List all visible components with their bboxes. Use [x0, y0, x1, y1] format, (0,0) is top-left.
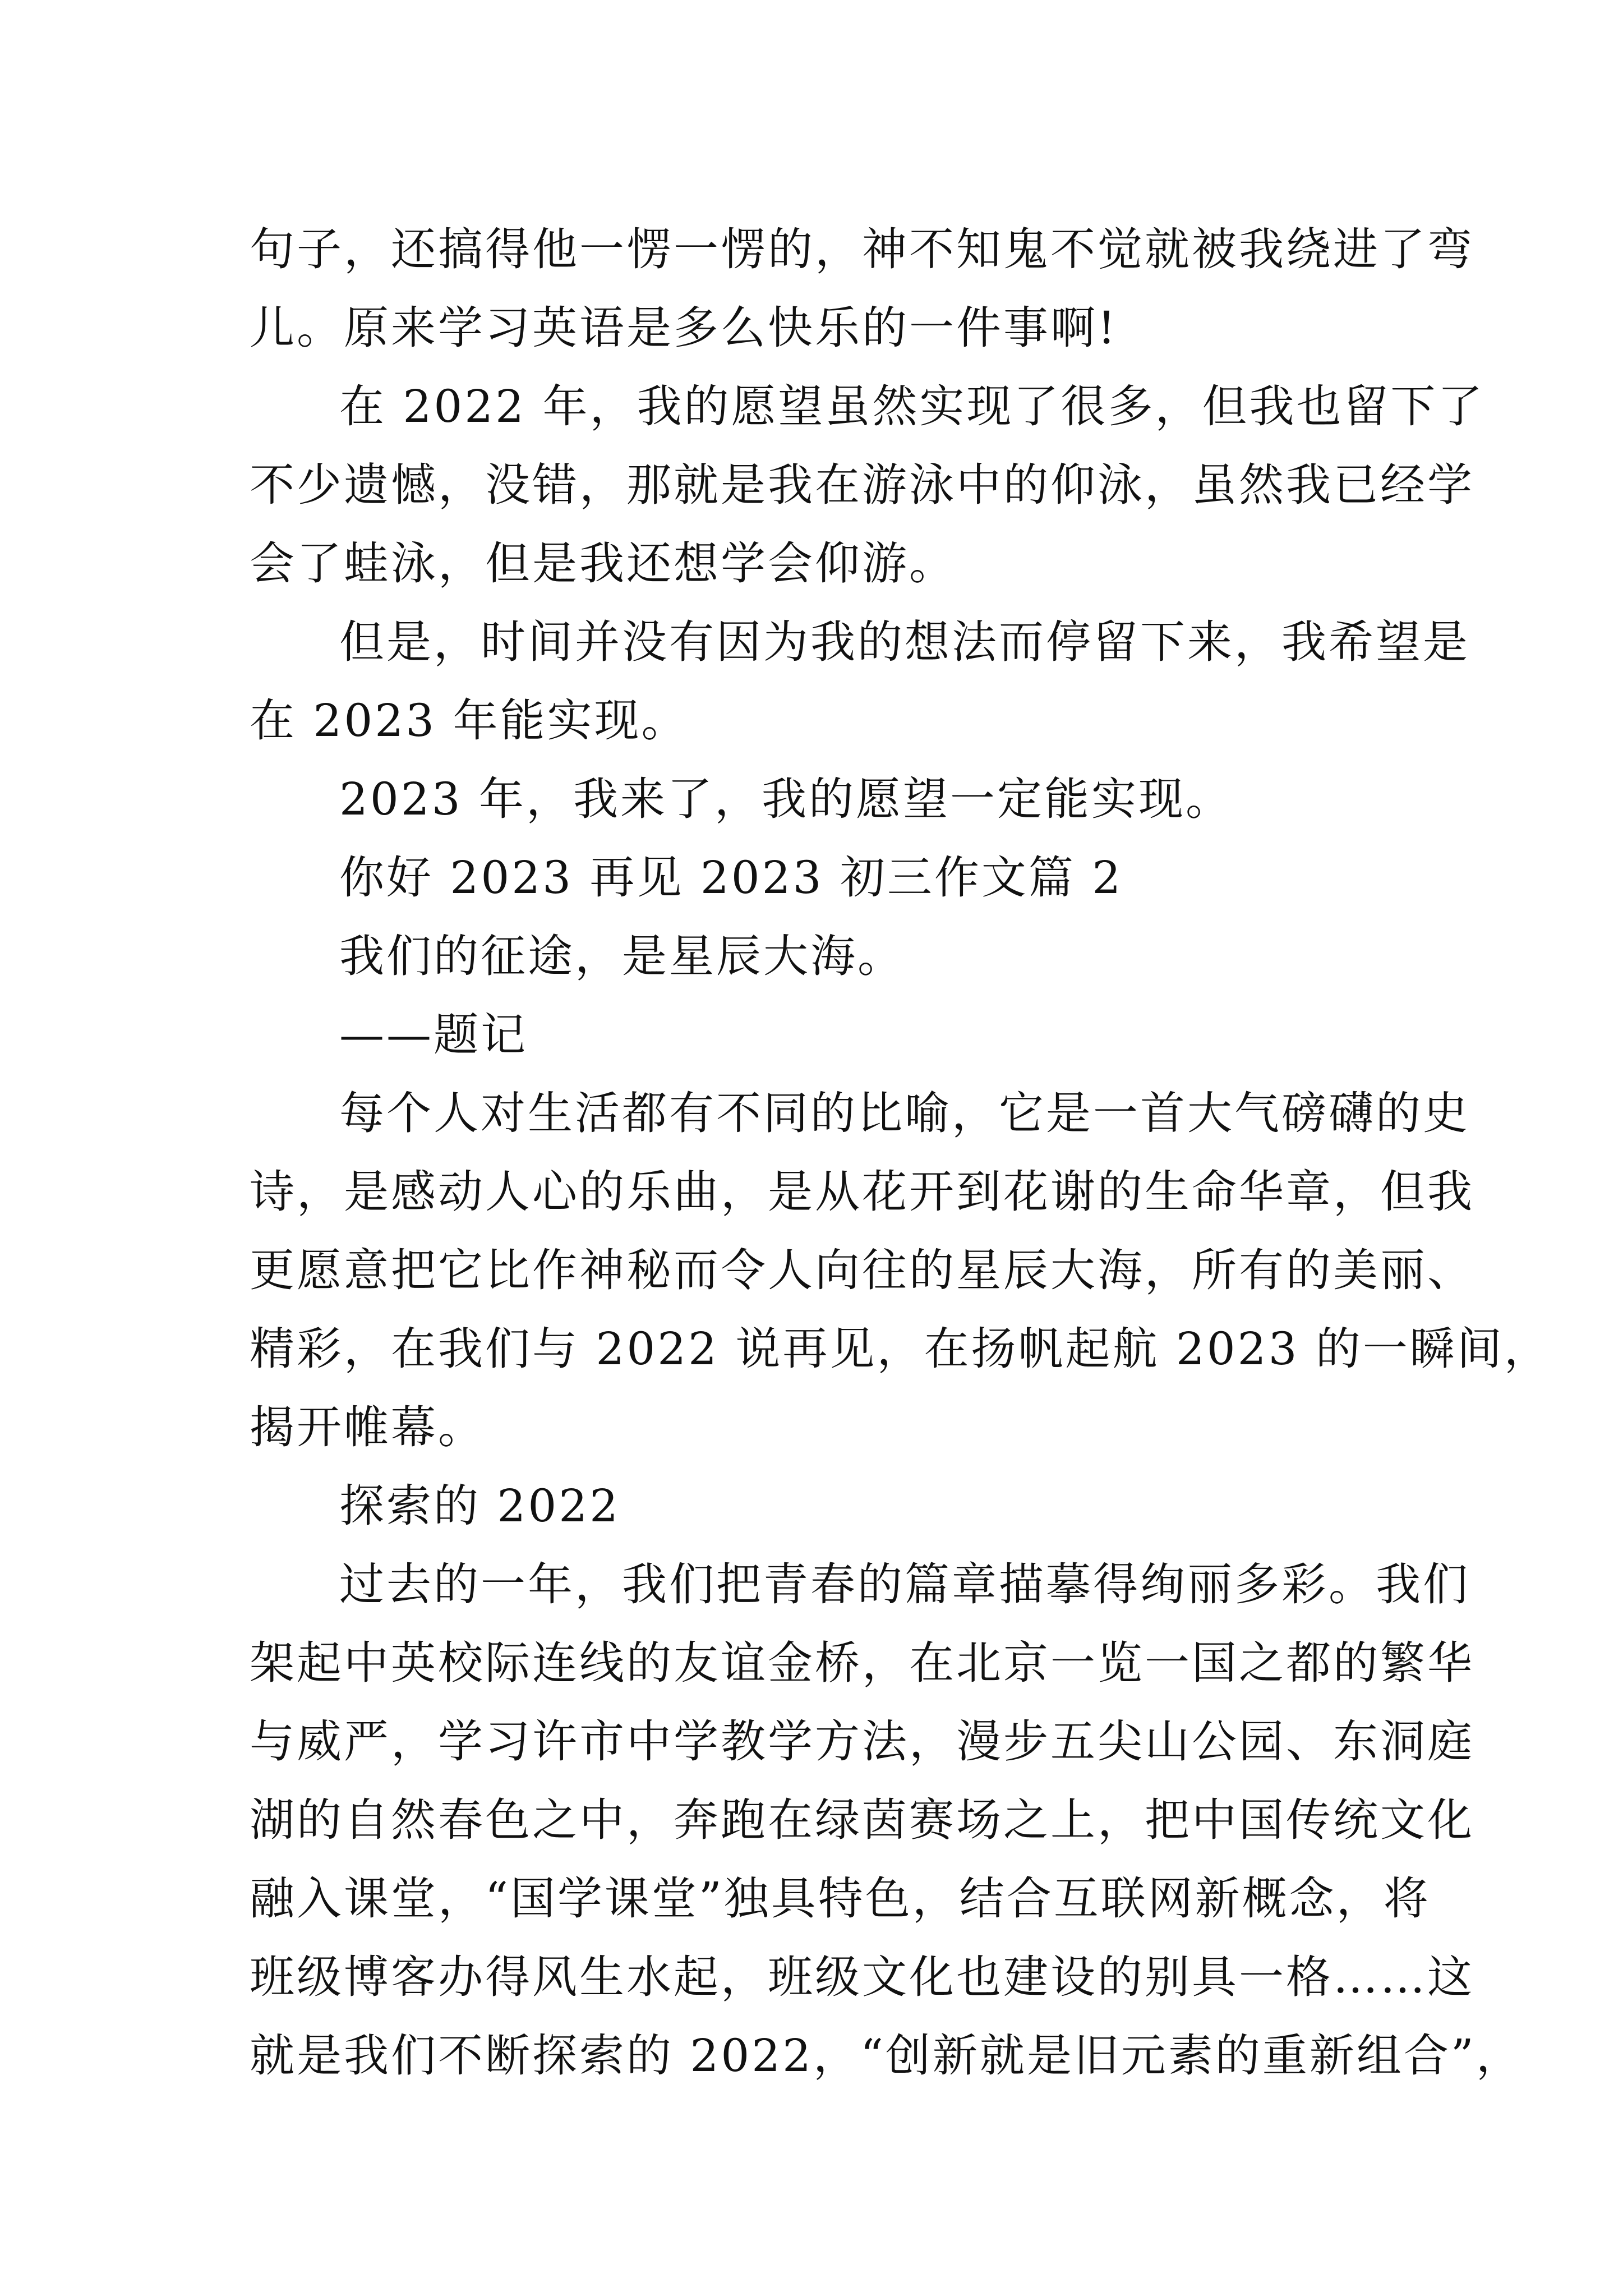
text-line: 班级博客办得风生水起，班级文化也建设的别具一格……这	[250, 1951, 1474, 2003]
subheading: 探索的 2022	[339, 1480, 621, 1532]
text-line: 揭开帷幕。	[250, 1401, 485, 1453]
text-line: 会了蛙泳，但是我还想学会仰游。	[250, 537, 956, 590]
text-line: 不少遗憾，没错，那就是我在游泳中的仰泳，虽然我已经学	[250, 459, 1474, 511]
epigraph: 我们的征途，是星辰大海。	[339, 930, 905, 982]
paragraph-first-line: 在 2022 年，我的愿望虽然实现了很多，但我也留下了	[339, 380, 1485, 432]
text-line: 句子，还搞得他一愣一愣的，神不知鬼不觉就被我绕进了弯	[250, 223, 1474, 275]
text-line: 精彩，在我们与 2022 说再见，在扬帆起航 2023 的一瞬间，	[250, 1323, 1551, 1375]
paragraph-first-line: 但是，时间并没有因为我的想法而停留下来，我希望是	[339, 616, 1470, 668]
section-heading: 你好 2023 再见 2023 初三作文篇 2	[339, 852, 1123, 904]
text-line: 架起中英校际连线的友谊金桥，在北京一览一国之都的繁华	[250, 1637, 1474, 1689]
text-line: 在 2023 年能实现。	[250, 694, 689, 747]
paragraph-first-line: 2023 年，我来了，我的愿望一定能实现。	[339, 773, 1233, 825]
text-line: 湖的自然春色之中，奔跑在绿茵赛场之上，把中国传统文化	[250, 1794, 1474, 1846]
text-line: 就是我们不断探索的 2022，“创新就是旧元素的重新组合”，	[250, 2030, 1523, 2082]
text-line: 儿。原来学习英语是多么快乐的一件事啊!	[250, 302, 1118, 354]
text-line: 与威严，学习许市中学教学方法，漫步五尖山公园、东洞庭	[250, 1715, 1474, 1768]
text-line: 更愿意把它比作神秘而令人向往的星辰大海，所有的美丽、	[250, 1244, 1474, 1296]
epigraph-attribution: ——题记	[339, 1009, 528, 1061]
document-body	[250, 210, 1551, 2095]
paragraph-first-line: 每个人对生活都有不同的比喻，它是一首大气磅礴的史	[339, 1087, 1470, 1139]
text-line: 融入课堂，“国学课堂”独具特色，结合互联网新概念，将	[250, 1872, 1431, 1925]
text-line: 诗，是感动人心的乐曲，是从花开到花谢的生命华章，但我	[250, 1166, 1474, 1218]
paragraph-first-line: 过去的一年，我们把青春的篇章描摹得绚丽多彩。我们	[339, 1558, 1470, 1611]
